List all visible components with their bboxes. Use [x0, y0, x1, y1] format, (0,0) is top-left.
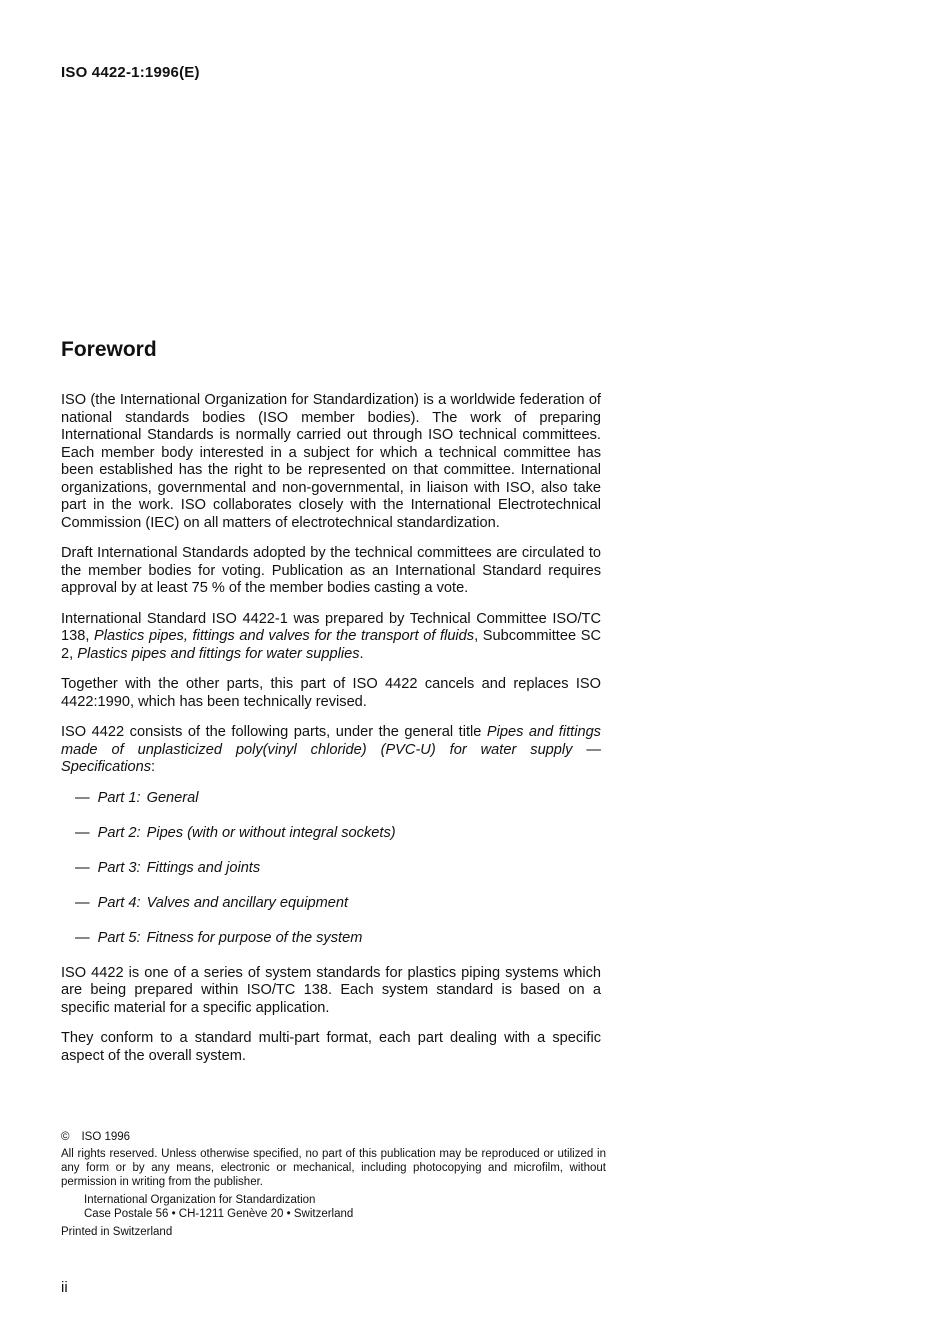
parts-list [61, 790, 601, 948]
list-item [61, 860, 601, 878]
prepared-by-end: . [359, 645, 364, 662]
subcommittee-title: Plastics pipes and fittings for water supplies [77, 645, 360, 662]
rights-reserved-notice: All rights reserved. Unless otherwise specified, no part of this publication may be reproduced or utilized in any form or by any means, electronic or mechanical, including photocopying and microfilm, without permission in writing from the publisher. [61, 1148, 606, 1188]
publisher-name: International Organization for Standardization [84, 1194, 316, 1206]
part-title: Fitness for purpose of the system [146, 929, 363, 946]
list-item [61, 790, 601, 808]
parts-intro-end: : [151, 759, 156, 775]
dash-mark: — [75, 789, 90, 806]
subcommittee-text: , Subcommittee SC 2, [61, 628, 601, 662]
document-id-header: ISO 4422-1:1996(E) [61, 64, 200, 81]
copyright-block [61, 1130, 606, 1239]
publisher-address: Case Postale 56 • CH-1211 Genève 20 • Switzerland [84, 1208, 354, 1220]
part-label: Part 5: [97, 929, 141, 946]
list-item [61, 930, 601, 948]
foreword-paragraph-prepared-by [61, 611, 601, 664]
printed-in: Printed in Switzerland [61, 1226, 173, 1238]
part-label: Part 3: [97, 859, 141, 876]
dash-mark: — [75, 859, 90, 876]
foreword-paragraph-system-standards: ISO 4422 is one of a series of system standards for plastics piping systems which are being prepared within ISO/TC 138. Each system standard is based on a specific material for a specific application. [61, 964, 601, 1016]
page-number: ii [61, 1279, 68, 1296]
copyright-line [61, 1130, 606, 1144]
dash-mark: — [75, 894, 90, 911]
list-item [61, 825, 601, 843]
part-title: Fittings and joints [146, 859, 261, 876]
part-label: Part 4: [97, 894, 141, 911]
copyright-icon: © [61, 1131, 70, 1143]
foreword-paragraph-draft-standards: Draft International Standards adopted by the technical committees are circulated to the member bodies for voting. Publication as an International Standard requires approval by at least 75 % of the member bodies casting a vote. [61, 545, 601, 596]
part-label: Part 2: [97, 824, 141, 841]
dash-mark: — [75, 929, 90, 946]
list-item [61, 895, 601, 913]
part-label: Part 1: [97, 789, 141, 806]
foreword-paragraph-parts-intro [61, 724, 601, 777]
copyright-owner-year: ISO 1996 [81, 1131, 131, 1143]
prepared-by-text: International Standard ISO 4422-1 was prepared by Technical Committee ISO/TC 138, [61, 610, 601, 644]
parts-intro-text: ISO 4422 consists of the following parts, under the general title [61, 724, 487, 740]
general-title: Pipes and fittings made of unplasticized poly(vinyl chloride) (PVC-U) for water supply — Specifications [61, 724, 601, 775]
part-title: Valves and ancillary equipment [146, 894, 349, 911]
foreword-paragraph-iso-intro: ISO (the International Organization for Standardization) is a worldwide federation of national standards bodies (ISO member bodies). The work of preparing International Standards is normally carried out through ISO technical committees. Each member body interested in a subject for which a technical committee has been established has the right to be represented on that committee. International organizations, governmental and non-governmental, in liaison with ISO, also take part in the work. ISO collaborates closely with the International Electrotechnical Commission (IEC) on all matters of electrotechnical standardization. [61, 392, 601, 531]
part-title: General [146, 789, 199, 806]
foreword-paragraph-format: They conform to a standard multi-part format, each part dealing with a specific aspect of the overall system. [61, 1030, 601, 1064]
foreword-title: Foreword [61, 338, 157, 361]
committee-title: Plastics pipes, fittings and valves for the transport of fluids [94, 628, 475, 644]
foreword-section [61, 338, 601, 1078]
foreword-paragraph-replaces: Together with the other parts, this part of ISO 4422 cancels and replaces ISO 4422:1990, which has been technically revised. [61, 676, 601, 710]
part-title: Pipes (with or without integral sockets) [146, 824, 396, 841]
dash-mark: — [75, 824, 90, 841]
